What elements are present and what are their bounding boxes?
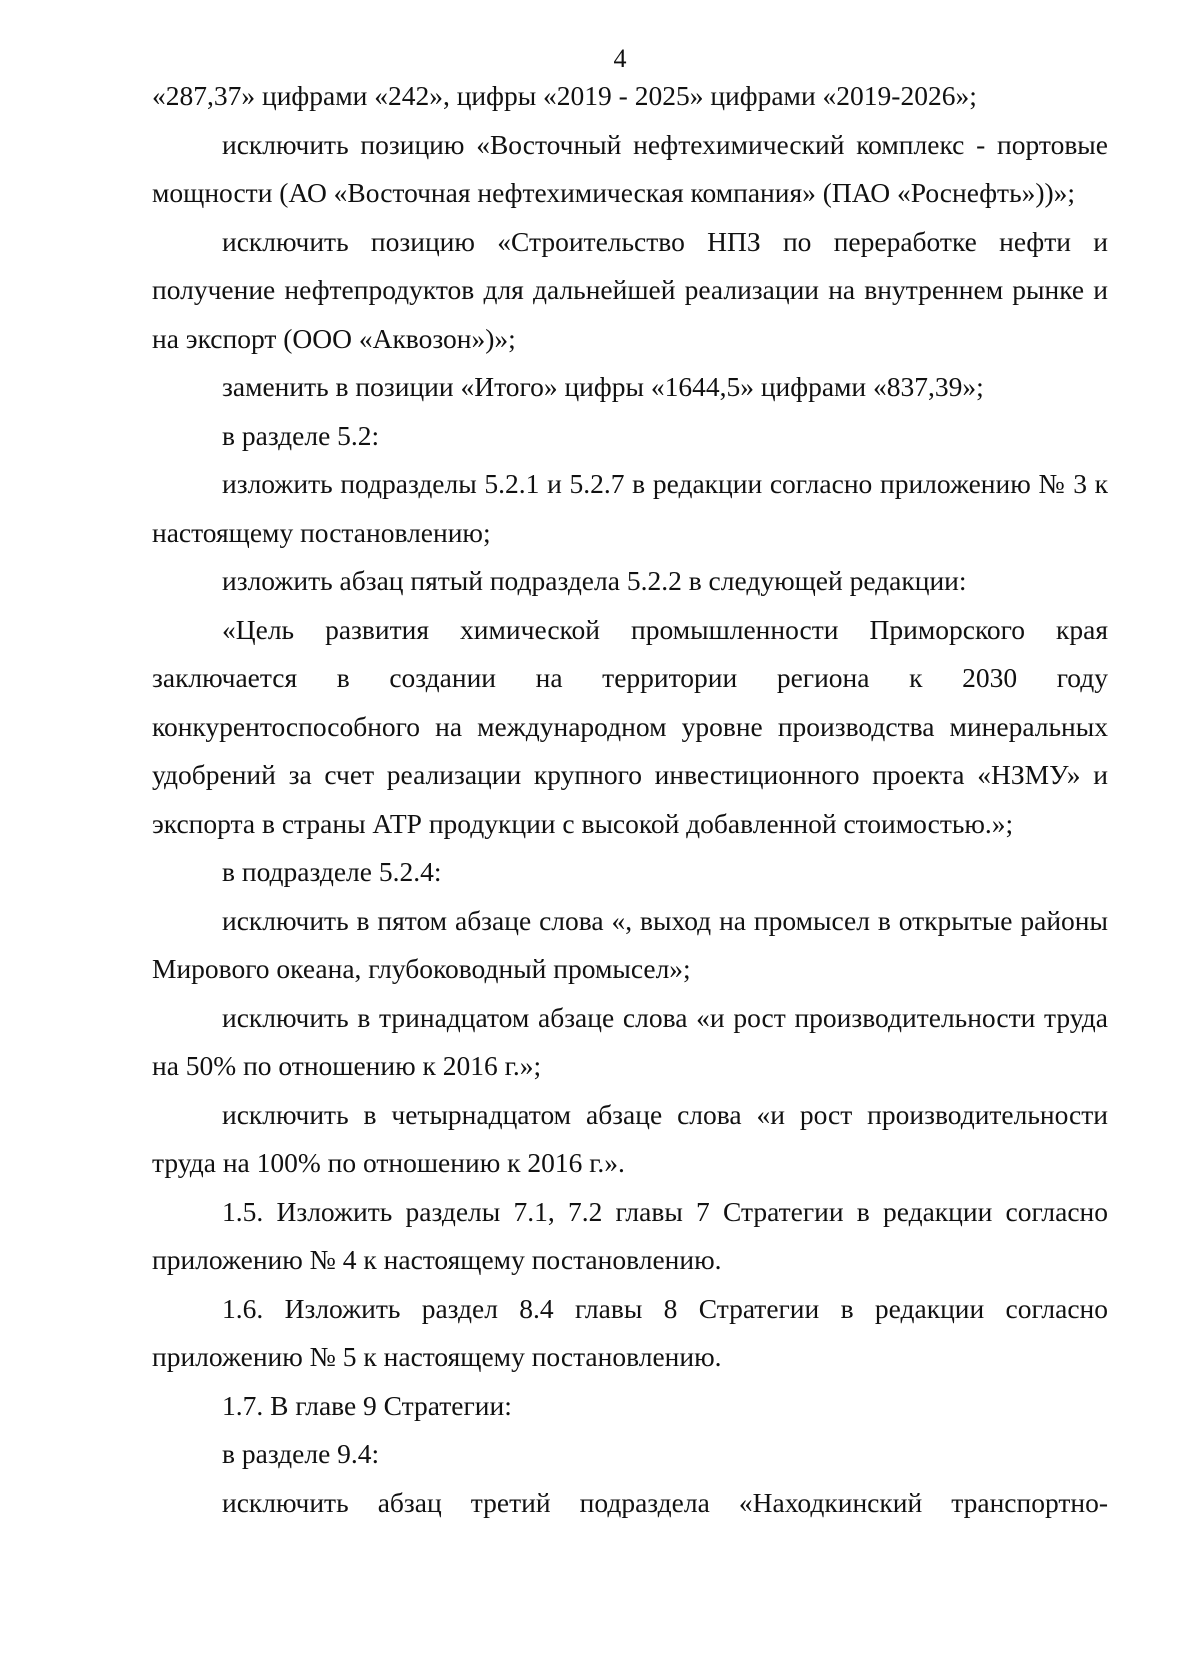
paragraph: в разделе 5.2: [222, 419, 380, 451]
paragraph: исключить в тринадцатом абзаце слова «и рост производительности труда на 50% по отношению к 2016 г.»; [152, 1001, 1108, 1081]
page-number: 4 [613, 44, 627, 73]
paragraph: 1.6. Изложить раздел 8.4 главы 8 Стратегии в редакции согласно приложению № 5 к настоящему постановлению. [152, 1292, 1108, 1372]
paragraph: исключить позицию «Строительство НПЗ по переработке нефти и получение нефтепродуктов для дальнейшей реализации на внутреннем рынке и на экспорт (ООО «Аквозон»)»; [152, 225, 1108, 354]
paragraph: 1.7. В главе 9 Стратегии: [222, 1389, 512, 1421]
paragraph: 1.5. Изложить разделы 7.1, 7.2 главы 7 Стратегии в редакции согласно приложению № 4 к настоящему постановлению. [152, 1195, 1108, 1275]
paragraph: исключить позицию «Восточный нефтехимический комплекс - портовые мощности (АО «Восточная нефтехимическая компания» (ПАО «Роснефть»))»; [152, 128, 1108, 208]
paragraph: «287,37» цифрами «242», цифры «2019 - 2025» цифрами «2019-2026»; [152, 80, 977, 111]
paragraph: исключить в пятом абзаце слова «, выход на промысел в открытые районы Мирового океана, глубоководный промысел»; [152, 904, 1108, 984]
paragraph: в разделе 9.4: [222, 1438, 380, 1469]
paragraph: заменить в позиции «Итого» цифры «1644,5» цифрами «837,39»; [222, 371, 984, 402]
paragraph: в подразделе 5.2.4: [222, 856, 442, 887]
paragraph: исключить в четырнадцатом абзаце слова «и рост производительности труда на 100% по отношению к 2016 г.». [152, 1098, 1108, 1178]
paragraph: «Цель развития химической промышленности Приморского края заключается в создании на территории региона к 2030 году конкурентоспособного на международном уровне производства минеральных удобрений за счет реализации крупного инвестиционного проекта «НЗМУ» и экспорта в страны АТР продукции с высокой добавленной стоимостью.»; [152, 613, 1108, 839]
document-body [152, 72, 1108, 1527]
paragraph: изложить абзац пятый подраздела 5.2.2 в следующей редакции: [222, 565, 967, 596]
paragraph: изложить подразделы 5.2.1 и 5.2.7 в редакции согласно приложению № 3 к настоящему постановлению; [152, 468, 1108, 548]
paragraph: исключить абзац третий подраздела «Находкинский транспортно- [222, 1486, 1108, 1518]
